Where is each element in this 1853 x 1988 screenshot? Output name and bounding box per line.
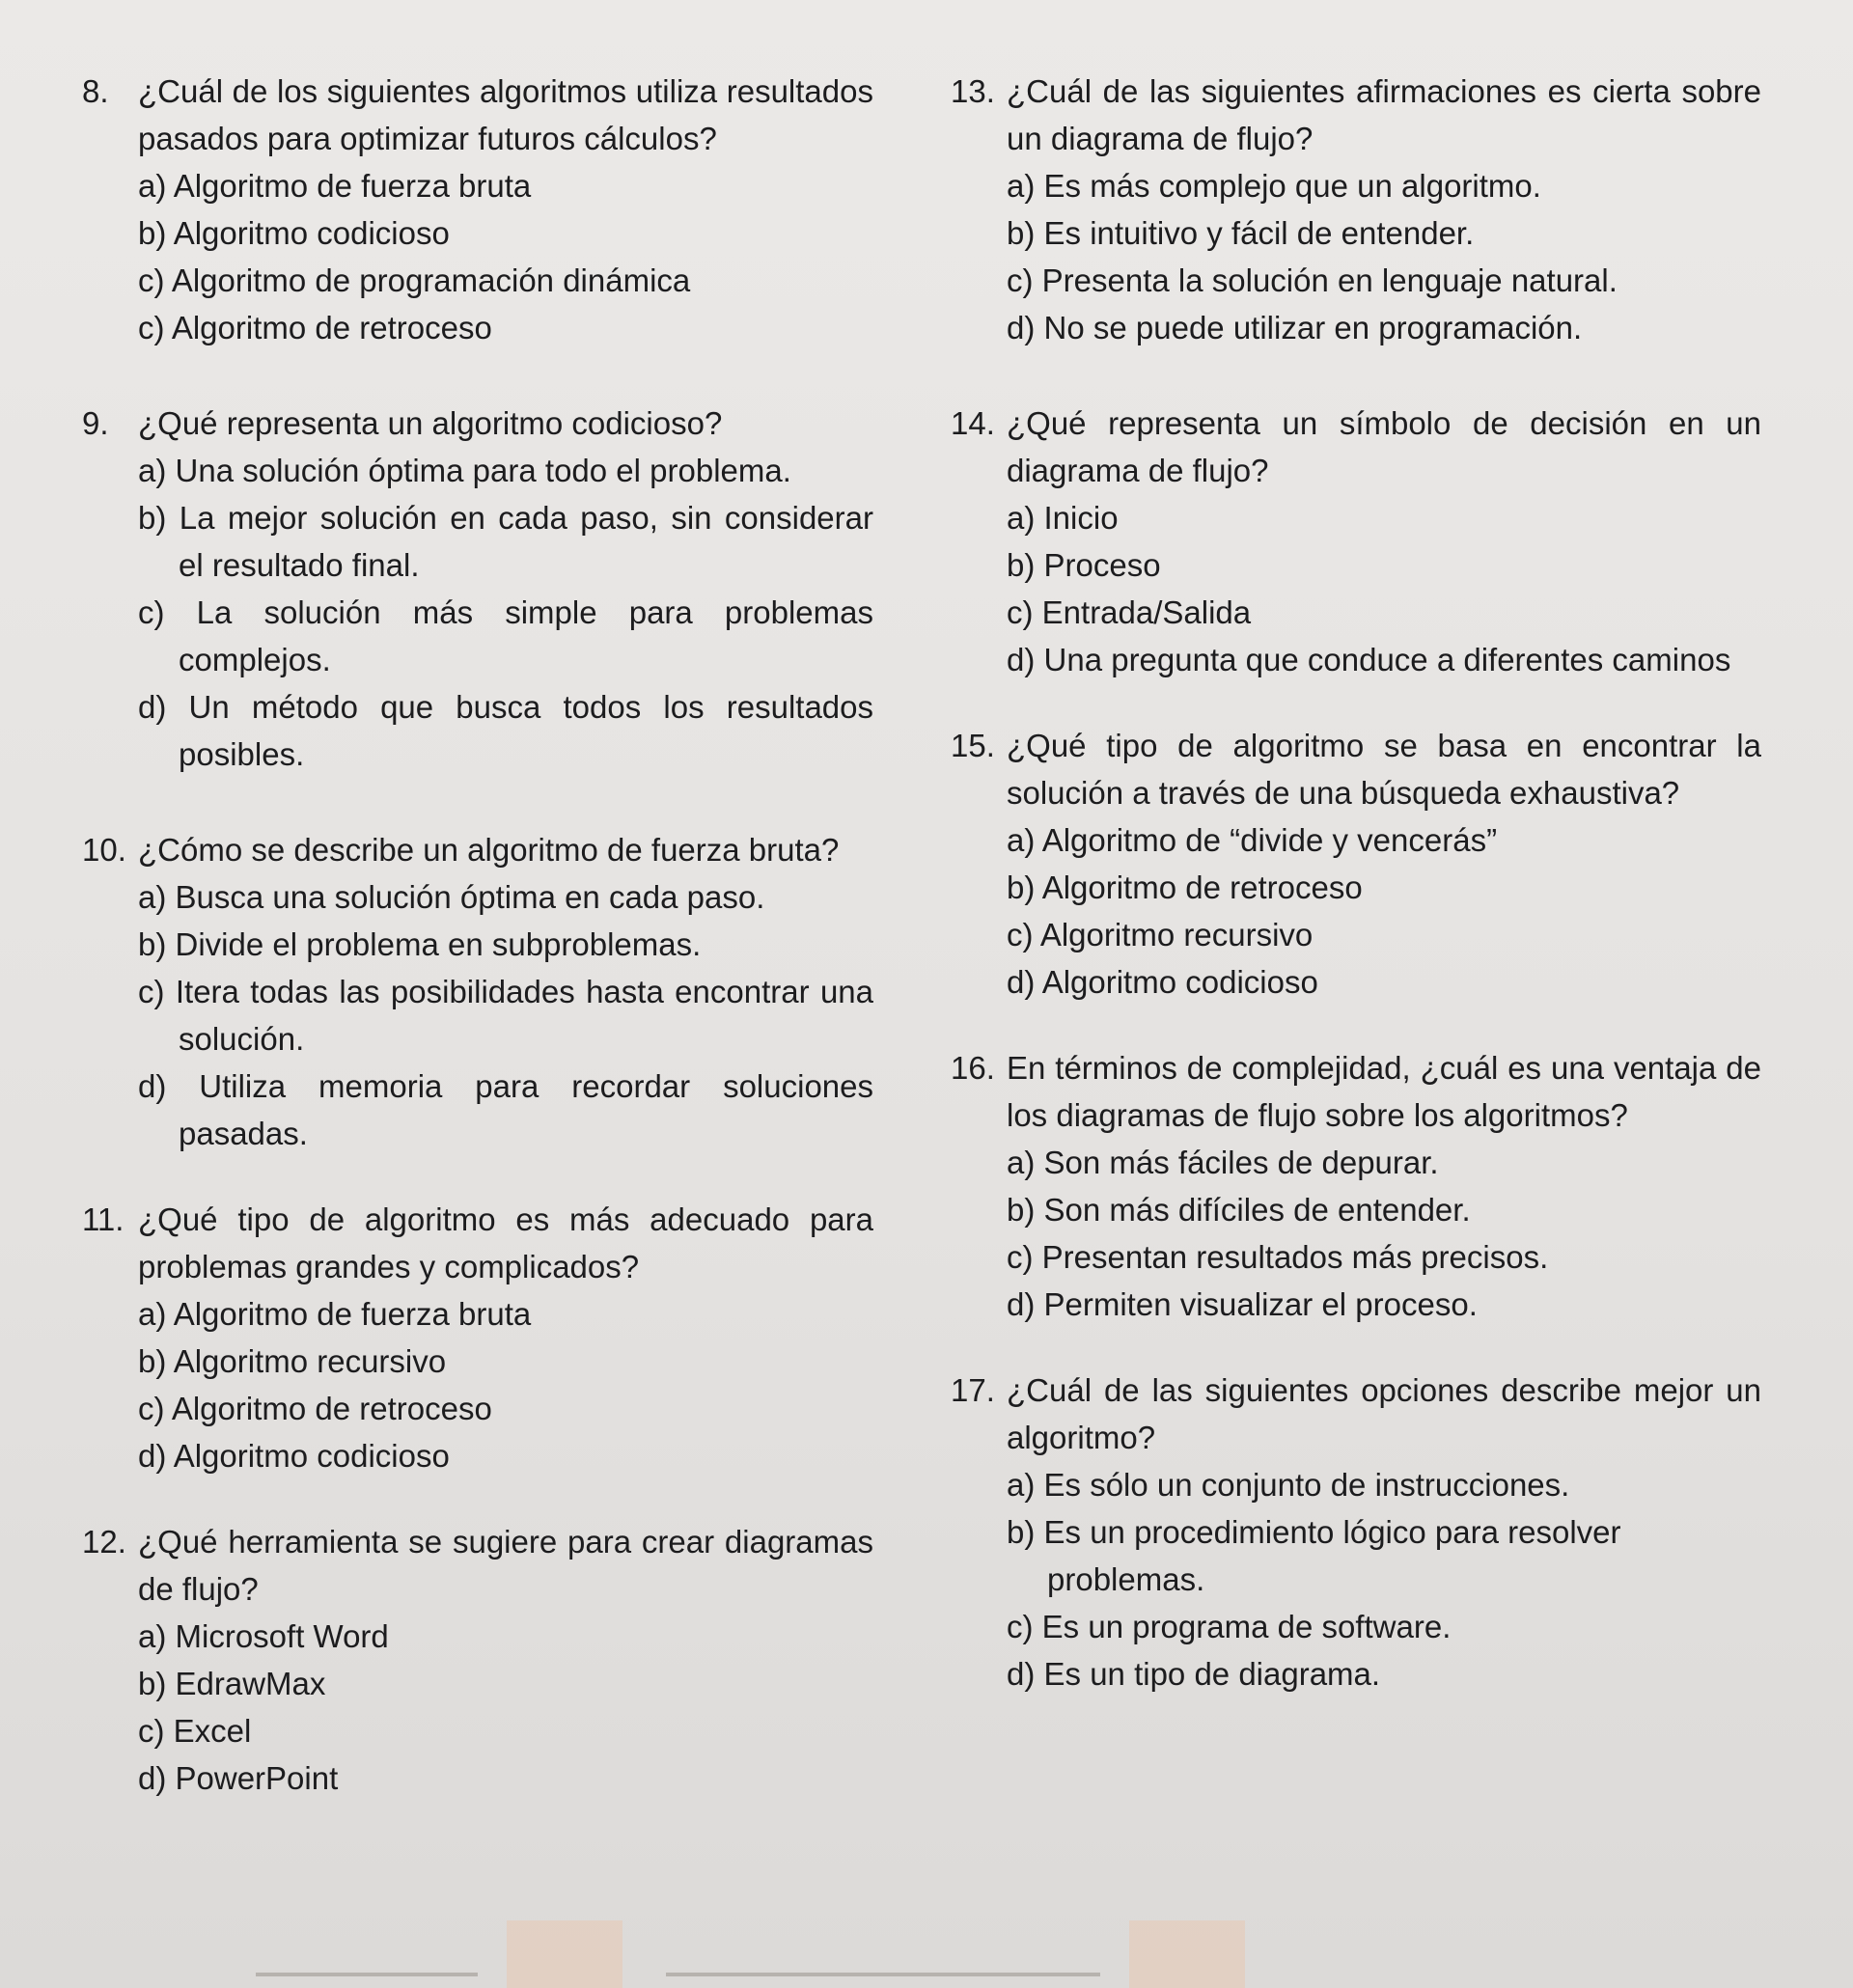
option-b: b) Algoritmo de retroceso bbox=[1007, 870, 1363, 905]
options-list bbox=[951, 162, 1761, 351]
question-14 bbox=[951, 400, 1761, 683]
question-text: ¿Qué tipo de algoritmo se basa en encontrar la solución a través de una búsqueda exhaustiva? bbox=[1007, 728, 1761, 811]
question-15 bbox=[951, 722, 1761, 1006]
question-number: 15. bbox=[951, 728, 995, 763]
question-text: ¿Cuál de los siguientes algoritmos utiliza resultados pasados para optimizar futuros cálculos? bbox=[138, 73, 873, 156]
question-10 bbox=[82, 826, 873, 1157]
options-list bbox=[82, 447, 873, 778]
question-8 bbox=[82, 68, 873, 351]
question-13 bbox=[951, 68, 1761, 351]
option-a: a) Algoritmo de “divide y vencerás” bbox=[1007, 822, 1498, 858]
option-a: a) Una solución óptima para todo el problema. bbox=[138, 453, 791, 488]
option-d: d) Es un tipo de diagrama. bbox=[1007, 1656, 1381, 1692]
option-c: c) Excel bbox=[138, 1713, 252, 1749]
option-d: d) Algoritmo codicioso bbox=[1007, 964, 1318, 1000]
question-text: En términos de complejidad, ¿cuál es una ventaja de los diagramas de flujo sobre los algoritmos? bbox=[1007, 1050, 1761, 1133]
option-a: a) Es más complejo que un algoritmo. bbox=[1007, 168, 1541, 204]
option-a: a) Microsoft Word bbox=[138, 1618, 389, 1654]
option-c: c) Itera todas las posibilidades hasta encontrar una solución. bbox=[138, 974, 873, 1057]
decorative-line bbox=[256, 1973, 478, 1976]
question-number: 16. bbox=[951, 1050, 995, 1086]
option-d: d) Permiten visualizar el proceso. bbox=[1007, 1286, 1478, 1322]
option-d: d) Un método que busca todos los resultados posibles. bbox=[138, 689, 873, 772]
question-text: ¿Cuál de las siguientes afirmaciones es cierta sobre un diagrama de flujo? bbox=[1007, 73, 1761, 156]
spacer bbox=[951, 1006, 1761, 1044]
spacer bbox=[951, 351, 1761, 400]
option-d: d) Una pregunta que conduce a diferentes caminos bbox=[1007, 642, 1731, 677]
question-number: 13. bbox=[951, 73, 995, 109]
question-17 bbox=[951, 1367, 1761, 1698]
decorative-block bbox=[507, 1920, 622, 1988]
bottom-decoration bbox=[0, 1911, 1853, 1988]
question-text: ¿Qué tipo de algoritmo es más adecuado para problemas grandes y complicados? bbox=[138, 1201, 873, 1284]
decorative-line bbox=[666, 1973, 1100, 1976]
option-c: c) Es un programa de software. bbox=[1007, 1609, 1452, 1644]
spacer bbox=[82, 778, 873, 826]
question-16 bbox=[951, 1044, 1761, 1328]
option-c: c) Presentan resultados más precisos. bbox=[1007, 1239, 1549, 1275]
options-list bbox=[951, 1461, 1761, 1698]
options-list bbox=[82, 1290, 873, 1479]
question-text: ¿Qué representa un símbolo de decisión en un diagrama de flujo? bbox=[1007, 405, 1761, 488]
question-number: 8. bbox=[82, 73, 109, 109]
option-d: d) No se puede utilizar en programación. bbox=[1007, 310, 1583, 345]
left-column bbox=[82, 68, 873, 1802]
options-list bbox=[951, 816, 1761, 1006]
option-b: b) La mejor solución en cada paso, sin considerar el resultado final. bbox=[138, 500, 873, 583]
option-d: c) Algoritmo de retroceso bbox=[138, 310, 492, 345]
option-d: d) PowerPoint bbox=[138, 1760, 339, 1796]
options-list bbox=[82, 162, 873, 351]
question-number: 14. bbox=[951, 405, 995, 441]
question-9 bbox=[82, 400, 873, 778]
question-number: 12. bbox=[82, 1524, 126, 1560]
question-12 bbox=[82, 1518, 873, 1802]
question-number: 9. bbox=[82, 405, 109, 441]
option-c: c) Presenta la solución en lenguaje natural. bbox=[1007, 262, 1618, 298]
option-a: a) Es sólo un conjunto de instrucciones. bbox=[1007, 1467, 1570, 1503]
question-text: ¿Qué herramienta se sugiere para crear diagramas de flujo? bbox=[138, 1524, 873, 1607]
spacer bbox=[82, 1479, 873, 1518]
spacer bbox=[82, 1157, 873, 1196]
option-d: d) Algoritmo codicioso bbox=[138, 1438, 450, 1474]
option-a: a) Inicio bbox=[1007, 500, 1119, 536]
question-11 bbox=[82, 1196, 873, 1479]
options-list bbox=[951, 494, 1761, 683]
question-number: 10. bbox=[82, 832, 126, 868]
spacer bbox=[82, 351, 873, 400]
question-number: 11. bbox=[82, 1201, 124, 1237]
option-b: b) Divide el problema en subproblemas. bbox=[138, 926, 702, 962]
option-b: b) Proceso bbox=[1007, 547, 1161, 583]
option-c: c) Entrada/Salida bbox=[1007, 594, 1252, 630]
option-a: a) Son más fáciles de depurar. bbox=[1007, 1145, 1439, 1180]
right-column bbox=[951, 68, 1761, 1698]
question-text: ¿Qué representa un algoritmo codicioso? bbox=[138, 405, 723, 441]
option-a: a) Algoritmo de fuerza bruta bbox=[138, 168, 532, 204]
question-number: 17. bbox=[951, 1372, 995, 1408]
option-b: b) Es intuitivo y fácil de entender. bbox=[1007, 215, 1475, 251]
question-text: ¿Cómo se describe un algoritmo de fuerza bruta? bbox=[138, 832, 840, 868]
option-b: b) Es un procedimiento lógico para resolver problemas. bbox=[1007, 1514, 1621, 1597]
spacer bbox=[951, 683, 1761, 722]
option-b: b) Son más difíciles de entender. bbox=[1007, 1192, 1471, 1228]
option-c: c) La solución más simple para problemas complejos. bbox=[138, 594, 873, 677]
option-c: c) Algoritmo recursivo bbox=[1007, 917, 1314, 953]
options-list bbox=[951, 1139, 1761, 1328]
spacer bbox=[951, 1328, 1761, 1367]
option-b: b) Algoritmo codicioso bbox=[138, 215, 450, 251]
option-c: c) Algoritmo de retroceso bbox=[138, 1391, 492, 1426]
option-a: a) Busca una solución óptima en cada paso. bbox=[138, 879, 765, 915]
option-b: b) EdrawMax bbox=[138, 1666, 326, 1701]
question-text: ¿Cuál de las siguientes opciones describe mejor un algoritmo? bbox=[1007, 1372, 1761, 1455]
options-list bbox=[82, 873, 873, 1157]
option-d: d) Utiliza memoria para recordar soluciones pasadas. bbox=[138, 1068, 873, 1151]
options-list bbox=[82, 1613, 873, 1802]
decorative-block bbox=[1129, 1920, 1245, 1988]
option-c: c) Algoritmo de programación dinámica bbox=[138, 262, 691, 298]
option-b: b) Algoritmo recursivo bbox=[138, 1343, 447, 1379]
option-a: a) Algoritmo de fuerza bruta bbox=[138, 1296, 532, 1332]
